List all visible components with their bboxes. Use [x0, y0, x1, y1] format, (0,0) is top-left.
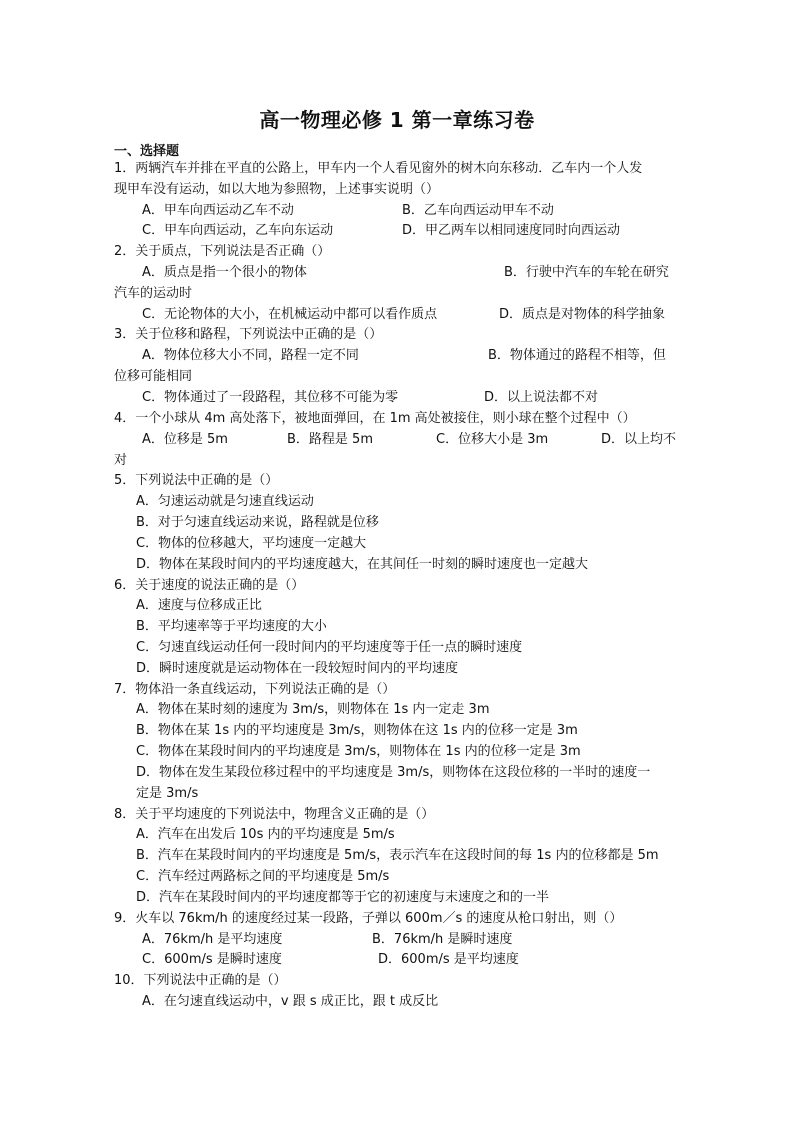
q1-option-d: D．甲乙两车以相同速度同时向西运动: [402, 223, 621, 238]
q7-option-a: A．物体在某时刻的速度为 3m/s，则物体在 1s 内一定走 3m: [136, 702, 490, 717]
q8-option-d: D．汽车在某段时间内的平均速度都等于它的初速度与末速度之和的一半: [136, 890, 550, 905]
q9-option-b: B．76km/h 是瞬时速度: [372, 932, 513, 947]
q5-option-c: C．物体的位移越大，平均速度一定越大: [136, 536, 367, 551]
question-4-stem: 4．一个小球从 4m 高处落下，被地面弹回，在 1m 高处被接住，则小球在整个过程中（）: [114, 411, 636, 426]
q8-option-b: B．汽车在某段时间内的平均速度是 5m/s，表示汽车在这段时间的每 1s 内的位移都是 5m: [136, 848, 659, 863]
q7-option-d: D．物体在发生某段位移过程中的平均速度是 3m/s，则物体在这段位移的一半时的速度一: [136, 765, 651, 780]
q4-option-a: A．位移是 5m: [142, 432, 228, 447]
q3-option-b: B．物体通过的路程不相等，但: [488, 348, 666, 363]
q5-option-d: D．物体在某段时间内的平均速度越大，在其间任一时刻的瞬时速度也一定越大: [136, 557, 589, 572]
question-3-stem: 3．关于位移和路程，下列说法中正确的是（）: [114, 327, 383, 342]
q9-option-a: A．76km/h 是平均速度: [142, 932, 283, 947]
q5-option-b: B．对于匀速直线运动来说，路程就是位移: [136, 515, 379, 530]
q1-option-b: B．乙车向西运动甲车不动: [402, 203, 554, 218]
q7-option-b: B．物体在某 1s 内的平均速度是 3m/s，则物体在这 1s 内的位移一定是 3m: [136, 723, 578, 738]
q2-option-b: B．行驶中汽车的车轮在研究: [504, 265, 669, 280]
section-heading: 一、选择题: [114, 144, 180, 159]
q7-option-d-cont: 定是 3m/s: [136, 786, 199, 801]
question-1-stem: 1．两辆汽车并排在平直的公路上，甲车内一个人看见窗外的树木向东移动．乙车内一个人发: [114, 161, 643, 176]
q2-option-d: D．质点是对物体的科学抽象: [499, 307, 666, 322]
q2-option-b-cont: 汽车的运动时: [114, 286, 193, 301]
page-title: 高一物理必修 1 第一章练习卷: [259, 108, 535, 132]
q3-option-d: D．以上说法都不对: [484, 390, 599, 405]
q9-option-c: C．600m/s 是瞬时速度: [142, 952, 282, 967]
q6-option-d: D．瞬时速度就是运动物体在一段较短时间内的平均速度: [136, 661, 459, 676]
q8-option-c: C．汽车经过两路标之间的平均速度是 5m/s: [136, 869, 390, 884]
q2-option-a: A．质点是指一个很小的物体: [142, 265, 307, 280]
q4-option-c: C．位移大小是 3m: [436, 432, 549, 447]
question-7-stem: 7．物体沿一条直线运动，下列说法正确的是（）: [114, 682, 396, 697]
q3-option-a: A．物体位移大小不同，路程一定不同: [142, 348, 359, 363]
question-6-stem: 6．关于速度的说法正确的是（）: [114, 578, 305, 593]
q4-option-d-cont: 对: [114, 453, 128, 468]
q10-option-a: A．在匀速直线运动中，v 跟 s 成正比，跟 t 成反比: [142, 994, 439, 1009]
q4-option-d: D．以上均不: [601, 432, 677, 447]
question-8-stem: 8．关于平均速度的下列说法中，物理含义正确的是（）: [114, 807, 435, 822]
q5-option-a: A．匀速运动就是匀速直线运动: [136, 494, 314, 509]
q9-option-d: D．600m/s 是平均速度: [378, 952, 519, 967]
question-9-stem: 9．火车以 76km/h 的速度经过某一段路，子弹以 600m／s 的速度从枪口射出，则（）: [114, 911, 623, 926]
q3-option-b-cont: 位移可能相同: [114, 369, 193, 384]
question-10-stem: 10．下列说法中正确的是（）: [114, 973, 287, 988]
q6-option-b: B．平均速率等于平均速度的大小: [136, 619, 327, 634]
q4-option-b: B．路程是 5m: [287, 432, 373, 447]
q7-option-c: C．物体在某段时间内的平均速度是 3m/s，则物体在 1s 内的位移一定是 3m: [136, 744, 581, 759]
question-5-stem: 5．下列说法中正确的是（）: [114, 473, 279, 488]
question-2-stem: 2．关于质点，下列说法是否正确（）: [114, 244, 331, 259]
question-1-stem-cont: 现甲车没有运动，如以大地为参照物，上述事实说明（）: [114, 182, 440, 197]
q2-option-c: C．无论物体的大小，在机械运动中都可以看作质点: [142, 307, 438, 322]
q1-option-c: C．甲车向西运动，乙车向东运动: [142, 223, 334, 238]
q1-option-a: A．甲车向西运动乙车不动: [142, 203, 294, 218]
q6-option-a: A．速度与位移成正比: [136, 598, 262, 613]
q8-option-a: A．汽车在出发后 10s 内的平均速度是 5m/s: [136, 827, 395, 842]
q3-option-c: C．物体通过了一段路程，其位移不可能为零: [142, 390, 399, 405]
q6-option-c: C．匀速直线运动任何一段时间内的平均速度等于任一点的瞬时速度: [136, 640, 523, 655]
